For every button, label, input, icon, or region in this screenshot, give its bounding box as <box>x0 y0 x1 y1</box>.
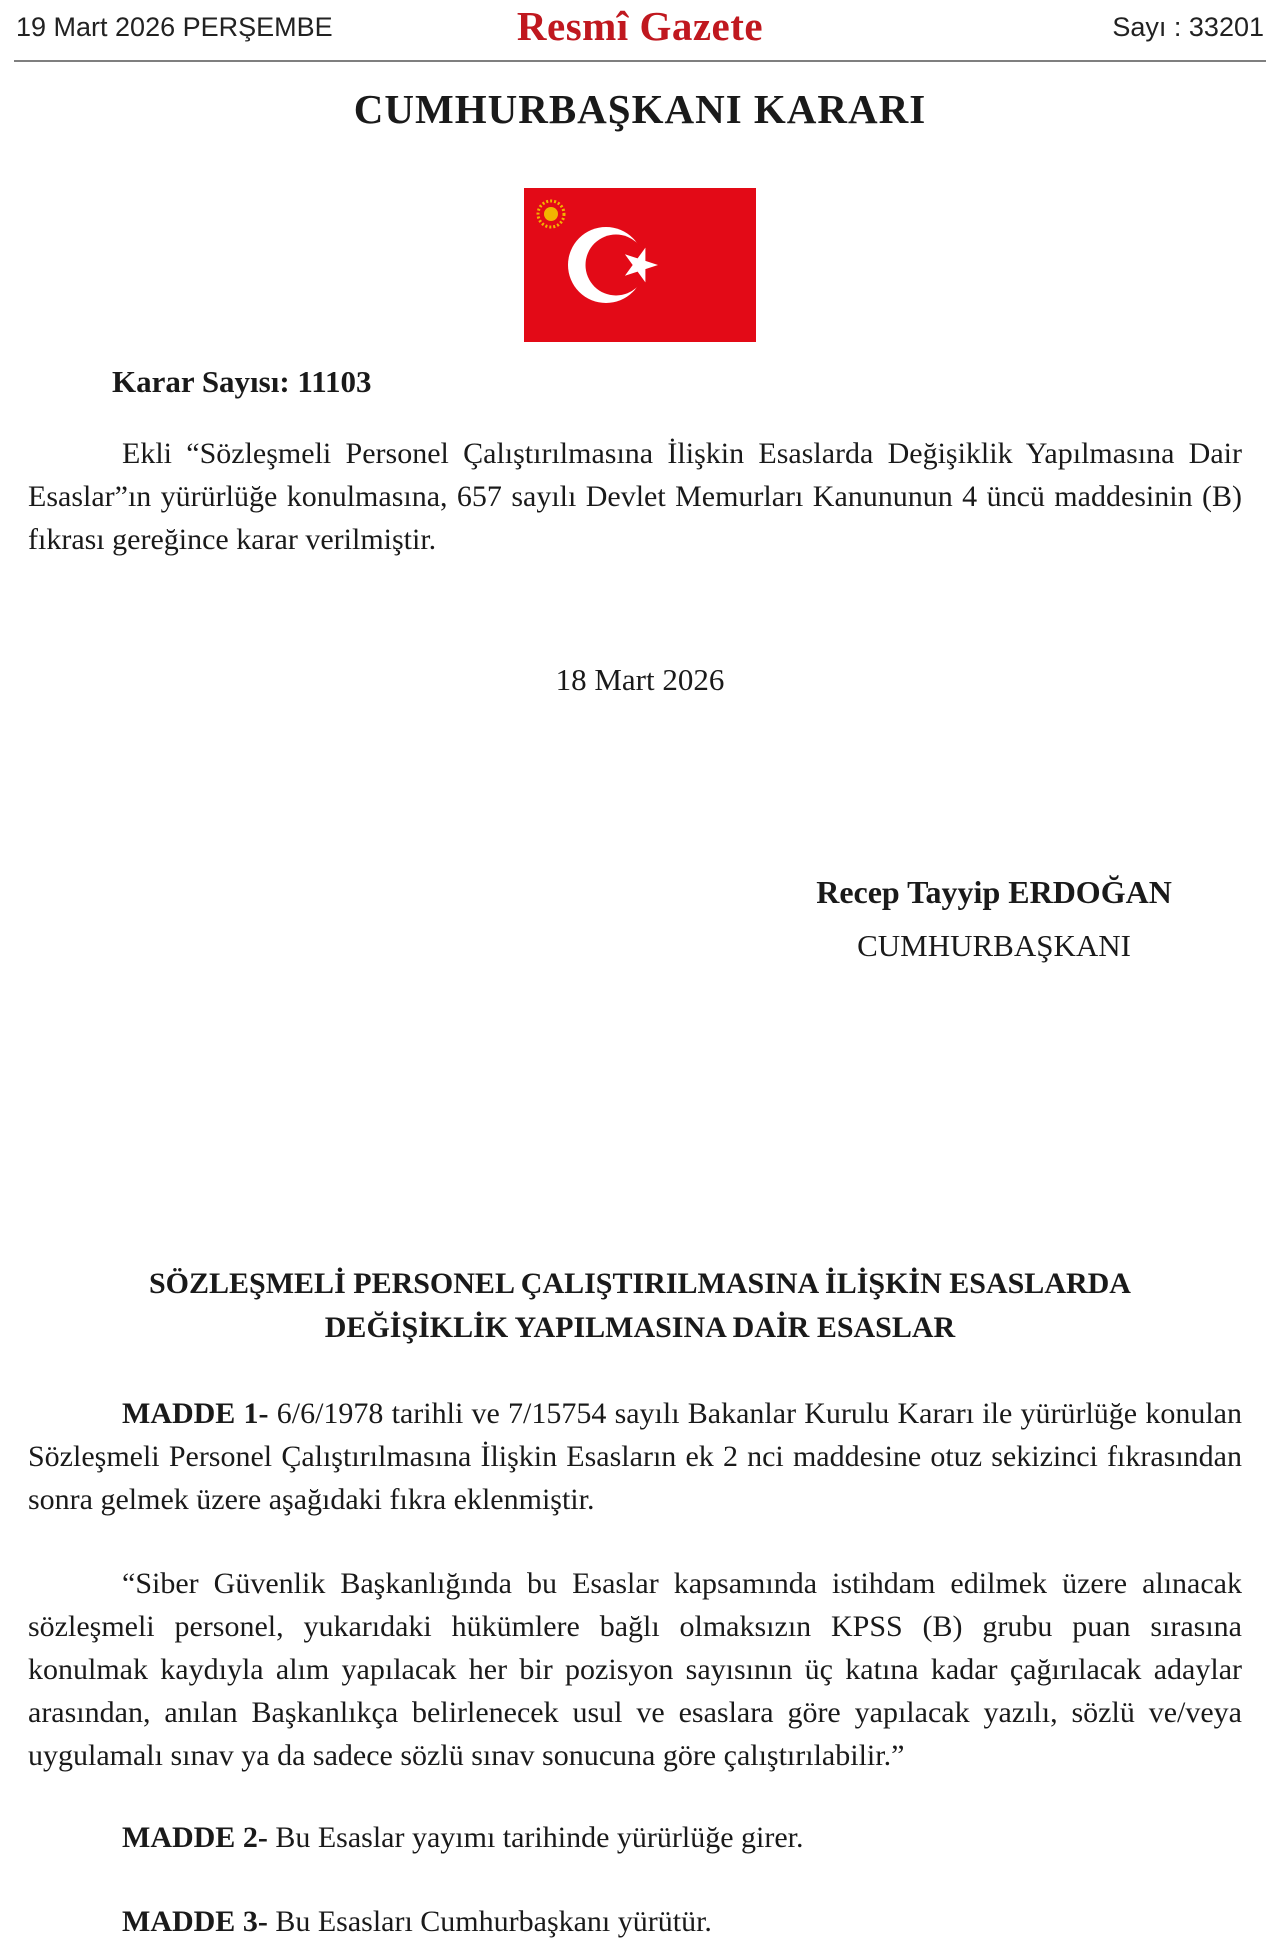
quoted-paragraph: “Siber Güvenlik Başkanlığında bu Esaslar kapsamında istihdam edilmek üzere alınacak sözleşmeli personel, yukarıdaki hükümlere bağlı olmaksızın KPSS (B) grubu puan sırasına konulmak kaydıyla alım yapılacak her bir pozisyon sayısının üç katına kadar çağırılacak adaylar arasından, anılan Başkanlıkça belirlenecek usul ve esaslara göre yapılacak yazılı, sözlü ve/veya uygulamalı sınav ya da sadece sözlü sınav sonucuna göre çalıştırılabilir.” <box>28 1567 1242 1772</box>
article-2 <box>28 1816 1242 1859</box>
article-1 <box>28 1392 1242 1521</box>
gazette-header <box>14 0 1266 62</box>
article-3 <box>28 1900 1242 1943</box>
article-text: 6/6/1978 tarihli ve 7/15754 sayılı Bakanlar Kurulu Kararı ile yürürlüğe konulan Sözleşmeli Personel Çalıştırılmasına İlişkin Esasların ek 2 nci maddesine otuz sekizinci fıkrasından sonra gelmek üzere aşağıdaki fıkra eklenmiştir. <box>28 1397 1242 1516</box>
article-text: Bu Esasları Cumhurbaşkanı yürütür. <box>267 1905 712 1938</box>
intro-paragraph: Ekli “Sözleşmeli Personel Çalıştırılmasına İlişkin Esaslarda Değişiklik Yapılmasına Dair Esaslar”ın yürürlüğe konulmasına, 657 sayılı Devlet Memurları Kanununun 4 üncü maddesinin (B) fıkrası gereğince karar verilmiştir. <box>28 437 1242 556</box>
annex-title-line-2: DEĞİŞİKLİK YAPILMASINA DAİR ESASLAR <box>324 1311 956 1344</box>
decision-number: Karar Sayısı: 11103 <box>112 364 372 399</box>
decision-date: 18 Mart 2026 <box>555 662 725 697</box>
turkish-flag-icon <box>524 188 756 342</box>
article-text: Bu Esaslar yayımı tarihinde yürürlüğe girer. <box>267 1821 804 1854</box>
issue-date: 19 Mart 2026 PERŞEMBE <box>16 12 333 42</box>
signatory-title: CUMHURBAŞKANI <box>857 928 1131 963</box>
annex-title <box>0 1262 1280 1350</box>
article-label: MADDE 2- <box>122 1821 268 1854</box>
publication-title: Resmî Gazete <box>516 3 764 49</box>
signatory-name: Recep Tayyip ERDOĞAN <box>816 874 1172 910</box>
document-title: CUMHURBAŞKANI KARARI <box>353 86 927 132</box>
annex-title-line-1: SÖZLEŞMELİ PERSONEL ÇALIŞTIRILMASINA İLİŞKİN ESASLARDA <box>149 1267 1131 1300</box>
article-label: MADDE 3- <box>122 1905 268 1938</box>
article-label: MADDE 1- <box>122 1397 269 1430</box>
issue-number: Sayı : 33201 <box>1112 12 1264 42</box>
